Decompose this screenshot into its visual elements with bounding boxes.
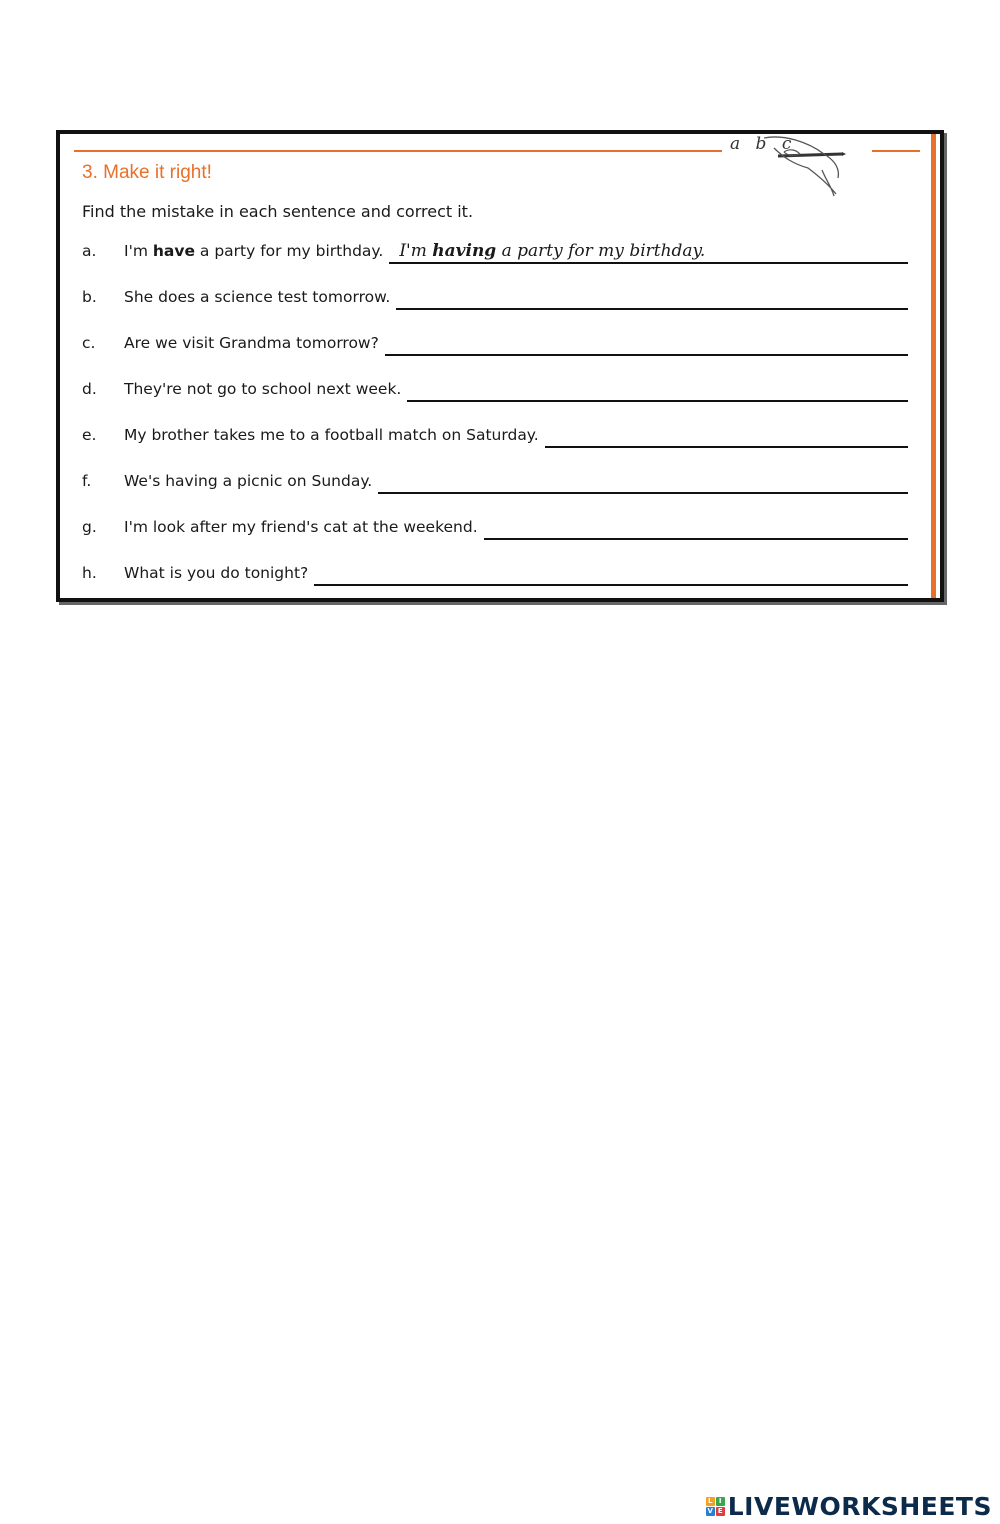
item-label: d.	[82, 380, 97, 398]
mistake-word: have	[152, 242, 195, 260]
item-sentence: She does a science test tomorrow.	[124, 288, 391, 306]
item-sentence: I'm look after my friend's cat at the weekend.	[124, 518, 478, 536]
item-label: a.	[82, 242, 97, 260]
answer-field[interactable]	[396, 284, 908, 310]
item-sentence: We's having a picnic on Sunday.	[124, 472, 373, 490]
item-sentence: My brother takes me to a football match on Saturday.	[124, 426, 539, 444]
item-a	[82, 234, 908, 264]
item-h	[82, 556, 908, 586]
orange-side-border	[931, 134, 936, 598]
item-label: g.	[82, 518, 97, 536]
title-rule-right	[872, 150, 920, 152]
abc-text: a b c	[730, 134, 797, 154]
brand-name: LIVEWORKSHEETS	[727, 1492, 992, 1521]
item-f	[82, 464, 908, 494]
item-label: b.	[82, 288, 97, 306]
item-sentence: Are we visit Grandma tomorrow?	[124, 334, 379, 352]
title-rule-left	[74, 150, 722, 152]
corrected-word: having	[432, 241, 497, 261]
answer-field[interactable]	[378, 468, 908, 494]
liveworksheets-footer	[706, 1492, 992, 1521]
exercise-card	[56, 130, 944, 602]
item-label: f.	[82, 472, 92, 490]
answer-field[interactable]	[385, 330, 908, 356]
hand-pencil-icon	[764, 134, 874, 206]
item-c	[82, 326, 908, 356]
item-g	[82, 510, 908, 540]
liveworksheets-logo-icon: L I V E	[706, 1497, 725, 1516]
item-e	[82, 418, 908, 448]
exercise-title: 3. Make it right!	[82, 162, 212, 183]
item-label: c.	[82, 334, 96, 352]
answer-field[interactable]	[314, 560, 908, 586]
exercise-instruction: Find the mistake in each sentence and correct it.	[82, 202, 474, 221]
item-sentence: They're not go to school next week.	[124, 380, 402, 398]
answer-field[interactable]: I'm having a party for my birthday.	[389, 238, 908, 264]
item-d	[82, 372, 908, 402]
answer-field[interactable]	[545, 422, 908, 448]
answer-field[interactable]	[407, 376, 908, 402]
item-label: h.	[82, 564, 97, 582]
item-sentence: I'm have a party for my birthday.	[124, 242, 384, 260]
answer-field[interactable]	[484, 514, 908, 540]
writing-hand-illustration	[724, 134, 874, 206]
item-b	[82, 280, 908, 310]
item-sentence: What is you do tonight?	[124, 564, 309, 582]
item-label: e.	[82, 426, 97, 444]
